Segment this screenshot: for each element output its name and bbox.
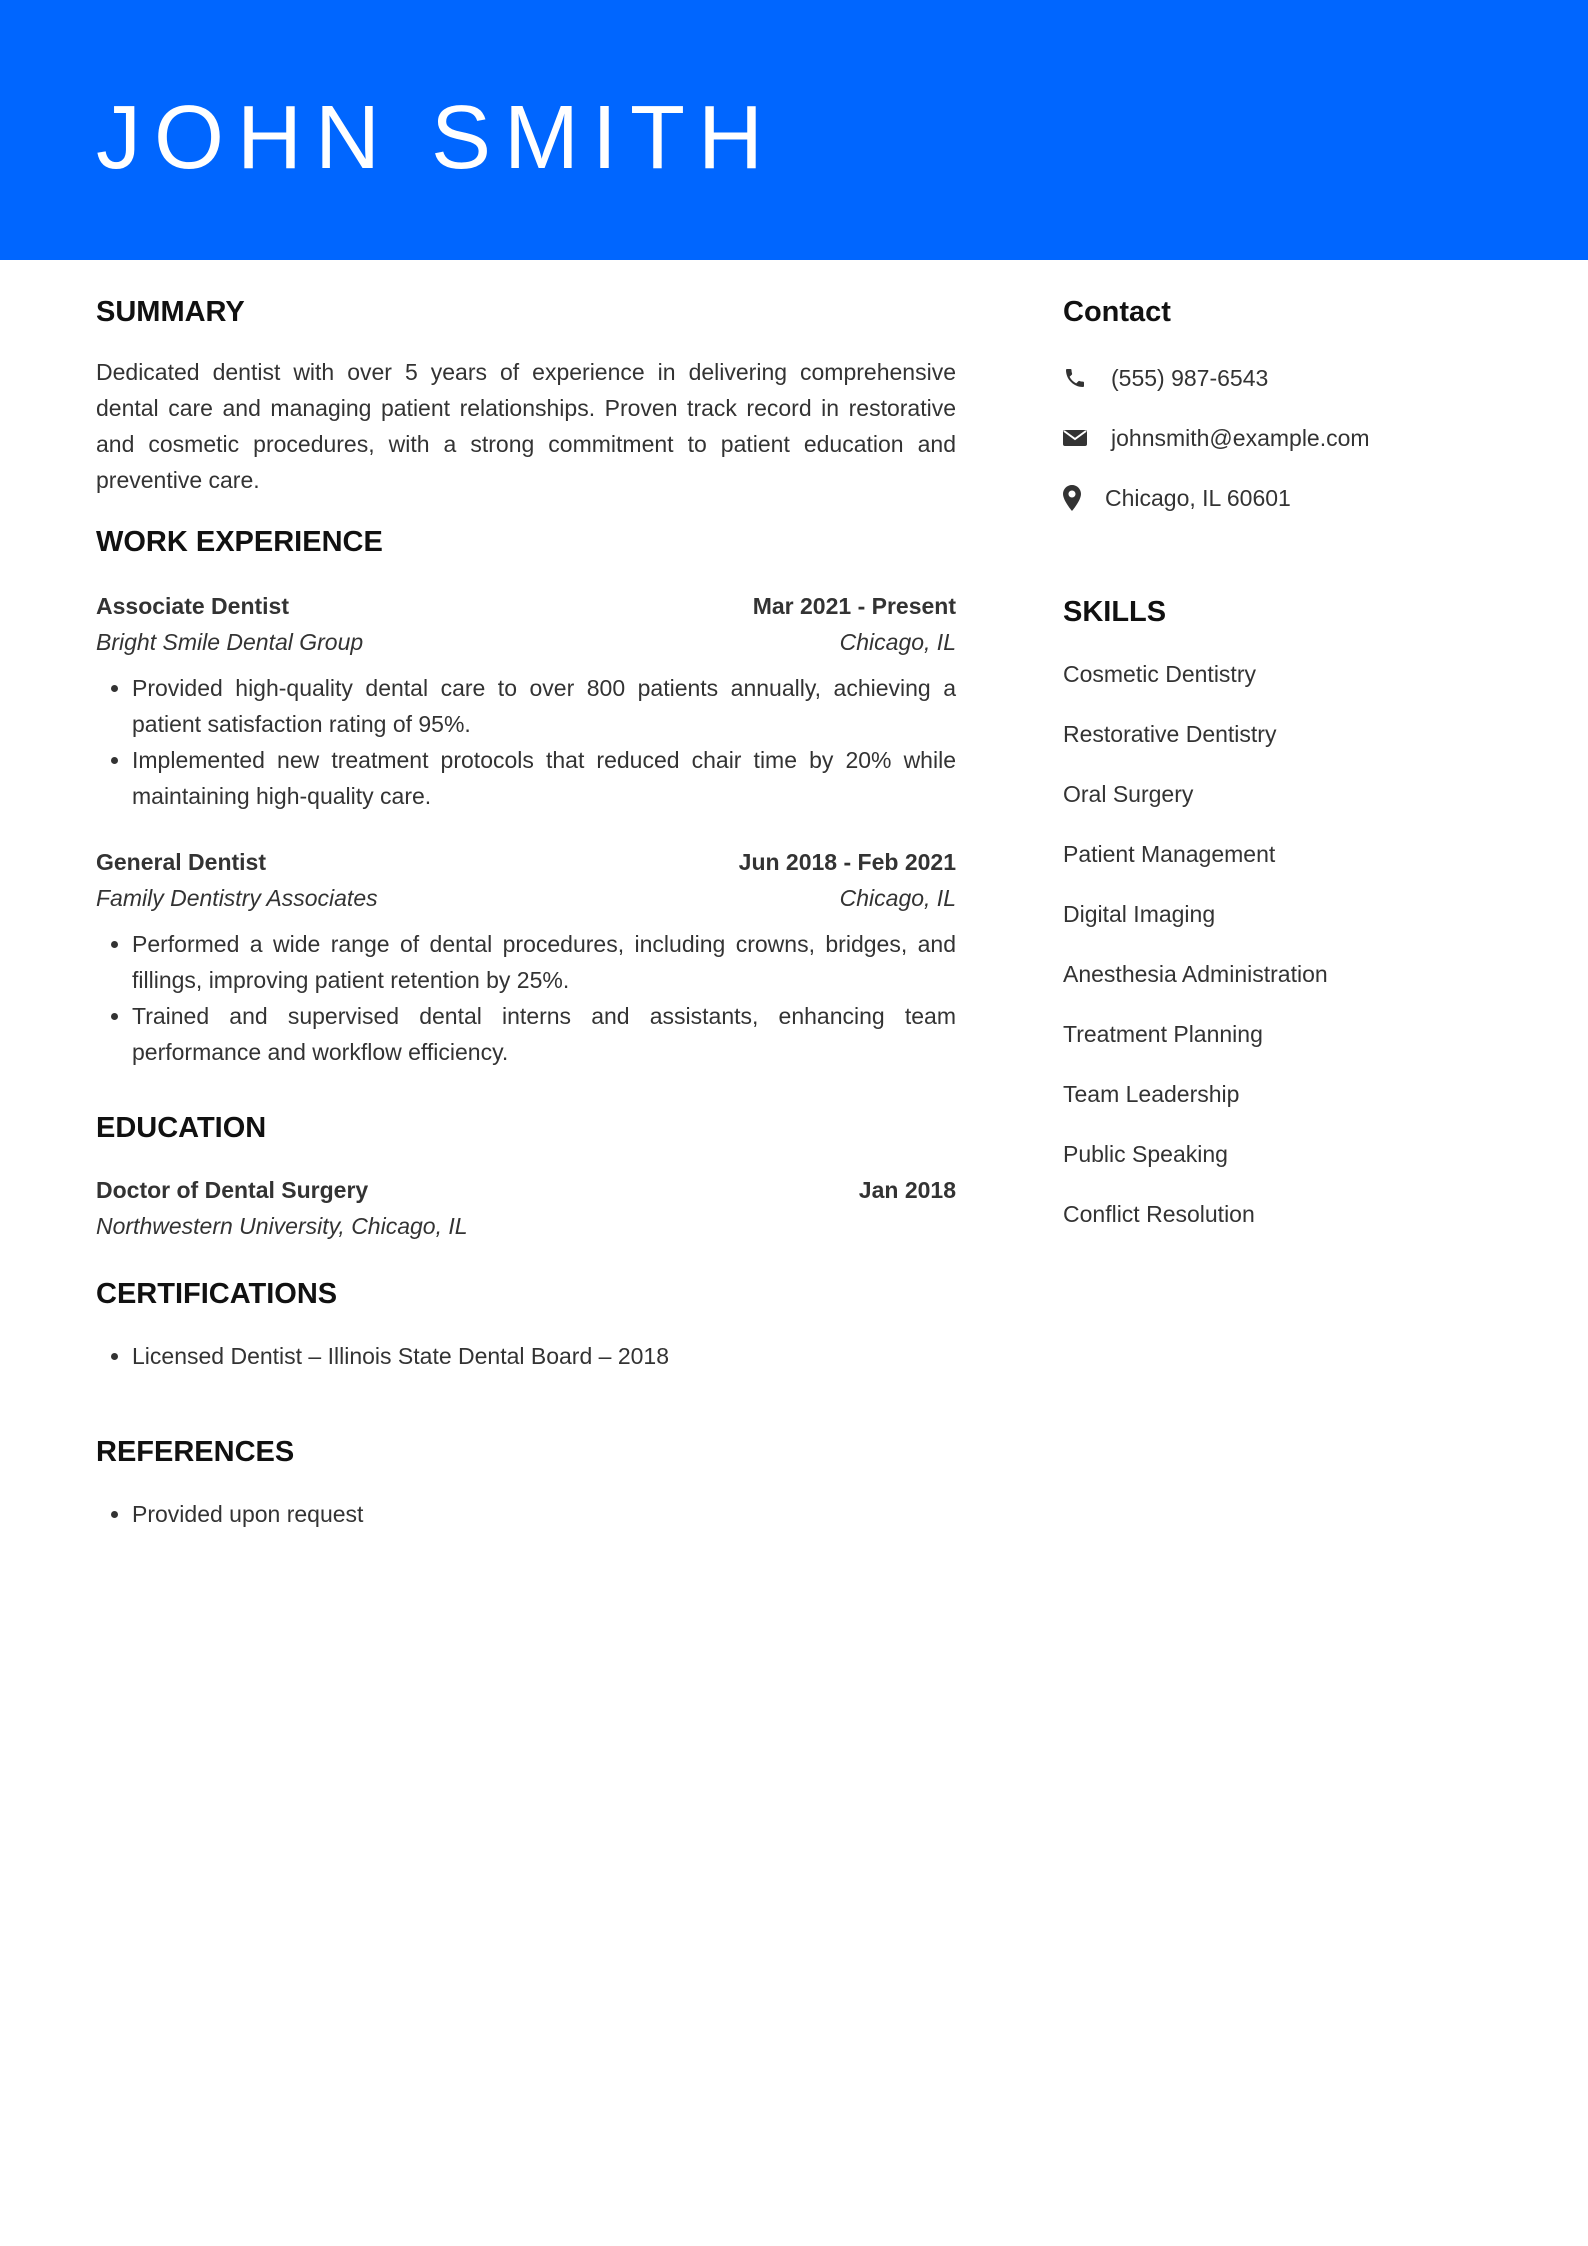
- job-bullets: [96, 670, 956, 814]
- job-dates: Mar 2021 - Present: [752, 593, 956, 619]
- skill-item: Conflict Resolution: [1063, 1201, 1255, 1227]
- certifications-section: [96, 1274, 956, 1374]
- skill-item: Digital Imaging: [1063, 901, 1216, 927]
- envelope-icon: [1063, 424, 1091, 452]
- skill-item: Anesthesia Administration: [1063, 961, 1328, 987]
- contact-section: [1063, 292, 1503, 518]
- list-item: • Performed a wide range of dental procedures, including crowns, bridges, and fillings, improving patient retention by 25%.: [132, 926, 956, 998]
- certifications-list: [96, 1338, 956, 1374]
- work-experience-section: [96, 522, 956, 1070]
- candidate-name: JOHN SMITH: [96, 88, 776, 188]
- phone-number: (555) 987-6543: [1111, 364, 1269, 391]
- job-company: Bright Smile Dental Group: [96, 629, 364, 655]
- list-item: • Implemented new treatment protocols that reduced chair time by 20% while maintaining high-quality care.: [132, 742, 956, 814]
- skills-section: [1063, 592, 1503, 1256]
- sidebar-column: [1063, 292, 1503, 1256]
- job-dates: Jun 2018 - Feb 2021: [738, 849, 956, 875]
- education-section: [96, 1108, 956, 1244]
- contact-email: [1063, 418, 1503, 458]
- job-company: Family Dentistry Associates: [96, 885, 378, 911]
- location-text: Chicago, IL 60601: [1105, 484, 1291, 511]
- job-location: Chicago, IL: [839, 885, 956, 911]
- job-bullets: [96, 926, 956, 1070]
- skill-item: Restorative Dentistry: [1063, 721, 1277, 747]
- list-item: • Licensed Dentist – Illinois State Dental Board – 2018: [132, 1338, 956, 1374]
- contact-location: [1063, 478, 1503, 518]
- job-entry: [96, 844, 956, 1070]
- references-section: [96, 1432, 956, 1532]
- degree-date: Jan 2018: [858, 1177, 956, 1203]
- school-name: Northwestern University, Chicago, IL: [96, 1213, 468, 1239]
- summary-text: Dedicated dentist with over 5 years of experience in delivering comprehensive dental care and managing patient relationships. Proven track record in restorative and cosmetic procedures, with a strong commitment to patient education and preventive care.: [96, 359, 956, 493]
- certifications-title: CERTIFICATIONS: [96, 1278, 338, 1310]
- map-marker-icon: [1063, 484, 1085, 512]
- list-item: • Trained and supervised dental interns and assistants, enhancing team performance and workflow efficiency.: [132, 998, 956, 1070]
- list-item: • Provided high-quality dental care to over 800 patients annually, achieving a patient satisfaction rating of 95%.: [132, 670, 956, 742]
- main-column: [96, 292, 956, 1532]
- skill-item: Oral Surgery: [1063, 781, 1194, 807]
- job-role: General Dentist: [96, 849, 266, 875]
- summary-section: [96, 292, 956, 498]
- skill-item: Patient Management: [1063, 841, 1276, 867]
- contact-title: Contact: [1063, 296, 1171, 328]
- skill-item: Cosmetic Dentistry: [1063, 661, 1256, 687]
- phone-icon: [1063, 364, 1091, 392]
- email-address: johnsmith@example.com: [1111, 424, 1370, 451]
- skill-item: Team Leadership: [1063, 1081, 1240, 1107]
- references-list: [96, 1496, 956, 1532]
- work-experience-title: WORK EXPERIENCE: [96, 526, 383, 558]
- skill-item: Public Speaking: [1063, 1141, 1228, 1167]
- header-banner: [0, 0, 1588, 260]
- summary-title: SUMMARY: [96, 296, 245, 328]
- education-title: EDUCATION: [96, 1112, 267, 1144]
- skills-title: SKILLS: [1063, 596, 1167, 628]
- job-entry: [96, 588, 956, 814]
- skill-item: Treatment Planning: [1063, 1021, 1263, 1047]
- references-title: REFERENCES: [96, 1436, 295, 1468]
- job-role: Associate Dentist: [96, 593, 290, 619]
- job-location: Chicago, IL: [839, 629, 956, 655]
- degree-name: Doctor of Dental Surgery: [96, 1177, 369, 1203]
- contact-phone: [1063, 358, 1503, 398]
- list-item: • Provided upon request: [132, 1496, 956, 1532]
